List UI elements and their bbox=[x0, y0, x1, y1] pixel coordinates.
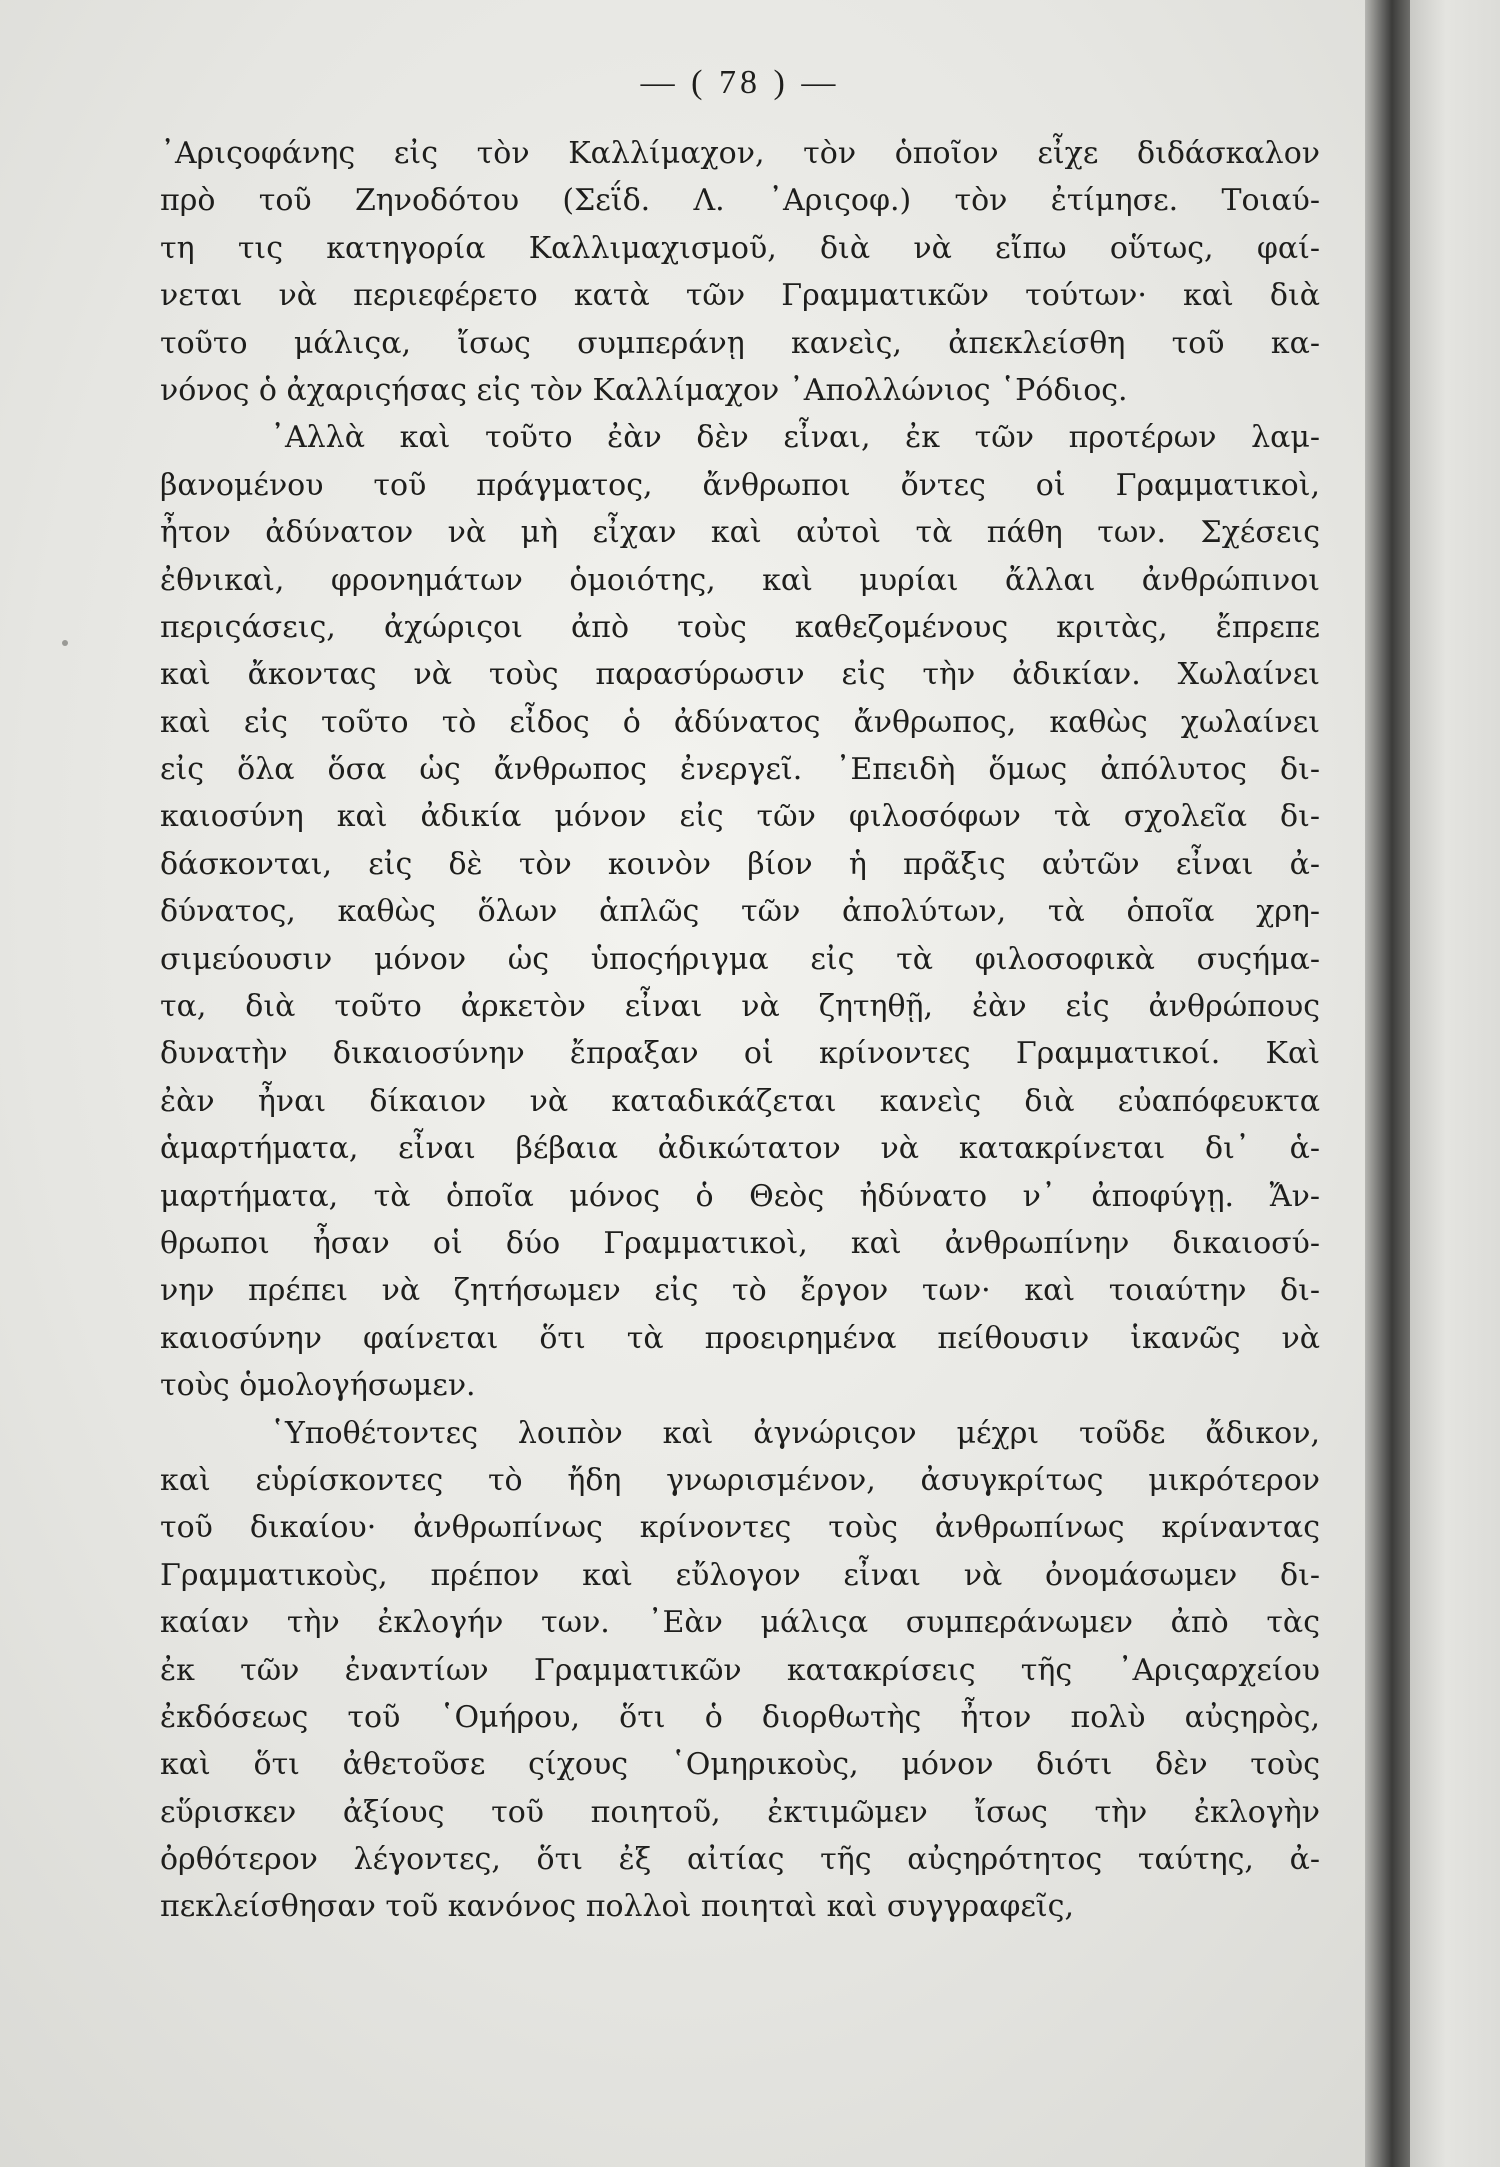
text-line: τοῦτο μάλιςα, ἴσως συμπεράνῃ κανεὶς, ἀπεκλείσθη τοῦ κα- bbox=[160, 325, 1320, 361]
text-line: ἁμαρτήματα, εἶναι βέβαια ἀδικώτατον νὰ κατακρίνεται δι᾽ ἁ- bbox=[160, 1131, 1320, 1167]
text-line: νεται νὰ περιεφέρετο κατὰ τῶν Γραμματικῶν τούτων· καὶ διὰ bbox=[160, 278, 1320, 314]
text-line: θρωποι ἦσαν οἱ δύο Γραμματικοὶ, καὶ ἀνθρωπίνην δικαιοσύ- bbox=[160, 1225, 1320, 1261]
text-line: τη τις κατηγορία Καλλιμαχισμοῦ, διὰ νὰ εἴπω οὕτως, φαί- bbox=[160, 230, 1320, 266]
text-line: νην πρέπει νὰ ζητήσωμεν εἰς τὸ ἔργον των· καὶ τοιαύτην δι- bbox=[160, 1273, 1320, 1309]
text-line: δάσκονται, εἰς δὲ τὸν κοινὸν βίον ἡ πρᾶξις αὐτῶν εἶναι ἀ- bbox=[160, 846, 1320, 882]
text-line: ἦτον ἀδύνατον νὰ μὴ εἶχαν καὶ αὐτοὶ τὰ πάθη των. Σχέσεις bbox=[160, 515, 1320, 551]
text-line: Γραμματικοὺς, πρέπον καὶ εὔλογον εἶναι νὰ ὀνομάσωμεν δι- bbox=[160, 1557, 1320, 1593]
page-number: — ( 78 ) — bbox=[640, 64, 840, 101]
binding-gutter-shadow bbox=[1365, 0, 1410, 2167]
text-line: καίαν τὴν ἐκλογήν των. ᾿Εὰν μάλιςα συμπεράνωμεν ἀπὸ τὰς bbox=[160, 1605, 1320, 1641]
text-line: καὶ ὅτι ἀθετοῦσε ςίχους ῾Ομηρικοὺς, μόνον διότι δὲν τοὺς bbox=[160, 1747, 1320, 1783]
text-line: ἐὰν ἦναι δίκαιον νὰ καταδικάζεται κανεὶς διὰ εὐαπόφευκτα bbox=[160, 1083, 1320, 1119]
paragraph bbox=[160, 130, 1320, 414]
text-line: καὶ εὑρίσκοντες τὸ ἤδη γνωρισμένον, ἀσυγκρίτως μικρότερον bbox=[160, 1462, 1320, 1498]
text-line: καιοσύνη καὶ ἀδικία μόνον εἰς τῶν φιλοσόφων τὰ σχολεῖα δι- bbox=[160, 799, 1320, 835]
paragraph bbox=[160, 1410, 1320, 1931]
text-line: βανομένου τοῦ πράγματος, ἄνθρωποι ὄντες οἱ Γραμματικοὶ, bbox=[160, 467, 1320, 503]
page-text-block bbox=[160, 60, 1320, 2140]
text-line: εὕρισκεν ἀξίους τοῦ ποιητοῦ, ἐκτιμῶμεν ἴσως τὴν ἐκλογὴν bbox=[160, 1794, 1320, 1830]
text-line: σιμεύουσιν μόνον ὡς ὑποςήριγμα εἰς τὰ φιλοσοφικὰ συςήμα- bbox=[160, 941, 1320, 977]
text-line: ὀρθότερον λέγοντες, ὅτι ἐξ αἰτίας τῆς αὐςηρότητος ταύτης, ἀ- bbox=[160, 1842, 1320, 1878]
text-line: πρὸ τοῦ Ζηνοδότου (Σεΐδ. Λ. ᾿Αριςοφ.) τὸν ἐτίμησε. Τοιαύ- bbox=[160, 183, 1320, 219]
text-line: περιςάσεις, ἀχώριςοι ἀπὸ τοὺς καθεζομένους κριτὰς, ἔπρεπε bbox=[160, 609, 1320, 645]
text-line: νόνος ὁ ἀχαριςήσας εἰς τὸν Καλλίμαχον ᾿Απολλώνιος ῾Ρόδιος. bbox=[160, 372, 1128, 408]
adjacent-page-edge bbox=[1410, 0, 1500, 2167]
paragraph bbox=[160, 414, 1320, 1409]
text-line: τοὺς ὁμολογήσωμεν. bbox=[160, 1368, 476, 1404]
text-line: καὶ εἰς τοῦτο τὸ εἶδος ὁ ἀδύνατος ἄνθρωπος, καθὼς χωλαίνει bbox=[160, 704, 1320, 740]
text-line: καιοσύνην φαίνεται ὅτι τὰ προειρημένα πείθουσιν ἱκανῶς νὰ bbox=[160, 1320, 1320, 1356]
text-line: τοῦ δικαίου· ἀνθρωπίνως κρίνοντες τοὺς ἀνθρωπίνως κρίναντας bbox=[160, 1510, 1320, 1546]
text-line: ἐθνικαὶ, φρονημάτων ὁμοιότης, καὶ μυρίαι ἄλλαι ἀνθρώπινοι bbox=[160, 562, 1320, 598]
text-line: καὶ ἄκοντας νὰ τοὺς παρασύρωσιν εἰς τὴν ἀδικίαν. Χωλαίνει bbox=[160, 657, 1320, 693]
text-line: εἰς ὅλα ὅσα ὡς ἄνθρωπος ἐνεργεῖ. ᾿Επειδὴ ὅμως ἀπόλυτος δι- bbox=[160, 752, 1320, 788]
text-line: μαρτήματα, τὰ ὁποῖα μόνος ὁ Θεὸς ἠδύνατο ν᾽ ἀποφύγῃ. Ἄν- bbox=[160, 1178, 1320, 1214]
text-line: τα, διὰ τοῦτο ἀρκετὸν εἶναι νὰ ζητηθῇ, ἐὰν εἰς ἀνθρώπους bbox=[160, 989, 1320, 1025]
paper-speck bbox=[62, 640, 68, 646]
text-line: ᾿Αριςοφάνης εἰς τὸν Καλλίμαχον, τὸν ὁποῖον εἶχε διδάσκαλον bbox=[160, 136, 1320, 171]
text-line: πεκλείσθησαν τοῦ κανόνος πολλοὶ ποιηταὶ καὶ συγγραφεῖς, bbox=[160, 1889, 1074, 1925]
text-line: δυνατὴν δικαιοσύνην ἔπραξαν οἱ κρίνοντες Γραμματικοί. Καὶ bbox=[160, 1036, 1320, 1072]
text-line: ᾿Αλλὰ καὶ τοῦτο ἐὰν δὲν εἶναι, ἐκ τῶν προτέρων λαμ- bbox=[270, 420, 1320, 456]
text-line: ῾Υποθέτοντες λοιπὸν καὶ ἀγνώριςον μέχρι τοῦδε ἄδικον, bbox=[270, 1415, 1320, 1451]
text-line: ἐκδόσεως τοῦ ῾Ομήρου, ὅτι ὁ διορθωτὴς ἦτον πολὺ αὐςηρὸς, bbox=[160, 1699, 1320, 1735]
text-line: δύνατος, καθὼς ὅλων ἁπλῶς τῶν ἀπολύτων, τὰ ὁποῖα χρη- bbox=[160, 894, 1320, 930]
text-line: ἐκ τῶν ἐναντίων Γραμματικῶν κατακρίσεις τῆς ᾿Αριςαρχείου bbox=[160, 1652, 1320, 1688]
body-text bbox=[160, 130, 1320, 1931]
